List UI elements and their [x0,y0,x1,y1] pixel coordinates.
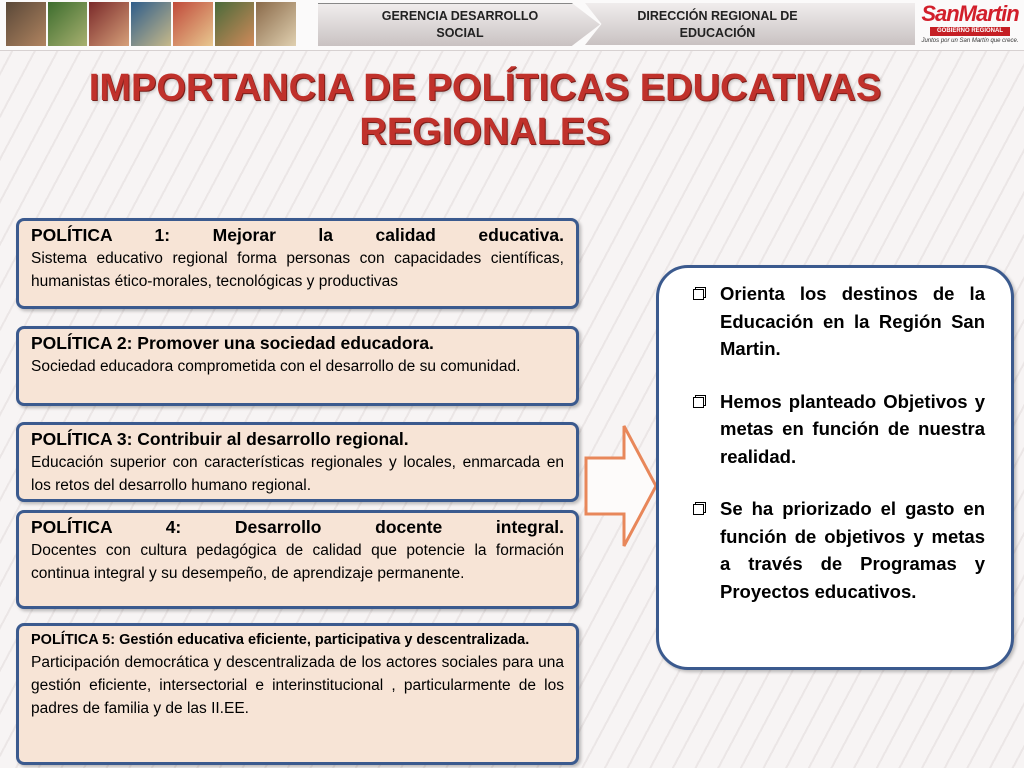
policy-desc: Docentes con cultura pedagógica de calidad que potencie la formación continua integral y su desempeño, de aprendizaje permanente. [31,542,564,582]
gobierno-regional-logo: SanMartin GOBIERNO REGIONAL Juntos por un San Martín que crece. [921,1,1019,44]
policy-desc: Educación superior con características regionales y locales, enmarcada en los retos del desarrollo humano regional. [31,454,564,494]
tab-direccion-label: DIRECCIÓN REGIONAL DE EDUCACIÓN [637,9,798,40]
policy-desc: Sistema educativo regional forma personas con capacidades científicas, humanistas ético-morales, tecnológicas y productivas [31,250,564,290]
summary-item: Hemos planteado Objetivos y metas en función de nuestra realidad. [689,388,985,471]
policy-box-5 [16,623,579,765]
policy-desc: Sociedad educadora comprometida con el desarrollo de su comunidad. [31,358,521,375]
header-bar [0,0,1024,51]
policy-box-3 [16,422,579,502]
page-title: IMPORTANCIA DE POLÍTICAS EDUCATIVAS REGIONALES [88,67,882,153]
policy-title: POLÍTICA 4: Desarrollo docente integral. [31,517,564,537]
policy-title: POLÍTICA 2: Promover una sociedad educadora. [31,333,434,353]
policy-box-4 [16,510,579,609]
policy-title: POLÍTICA 5: Gestión educativa eficiente, participativa y descentralizada. [31,632,530,648]
policy-desc: Participación democrática y descentralizada de los actores sociales para una gestión eficiente, intersectorial e interinstitucional , particularmente de los padres de familia y de las II.EE. [31,654,564,717]
checkbox-bullet-icon [693,395,706,408]
photo-banner [6,2,296,46]
summary-item: Orienta los destinos de la Educación en la Región San Martin. [689,280,985,363]
policy-box-1 [16,218,579,309]
right-arrow-icon [584,422,658,550]
policy-title: POLÍTICA 1: Mejorar la calidad educativa. [31,225,564,245]
checkbox-bullet-icon [693,287,706,300]
checkbox-bullet-icon [693,502,706,515]
policy-box-2 [16,326,579,406]
summary-item: Se ha priorizado el gasto en función de objetivos y metas a través de Programas y Proyectos educativos. [689,495,985,605]
summary-box [656,265,1014,670]
policy-title: POLÍTICA 3: Contribuir al desarrollo regional. [31,429,409,449]
tab-gerencia-label: GERENCIA DESARROLLO SOCIAL [381,9,539,40]
